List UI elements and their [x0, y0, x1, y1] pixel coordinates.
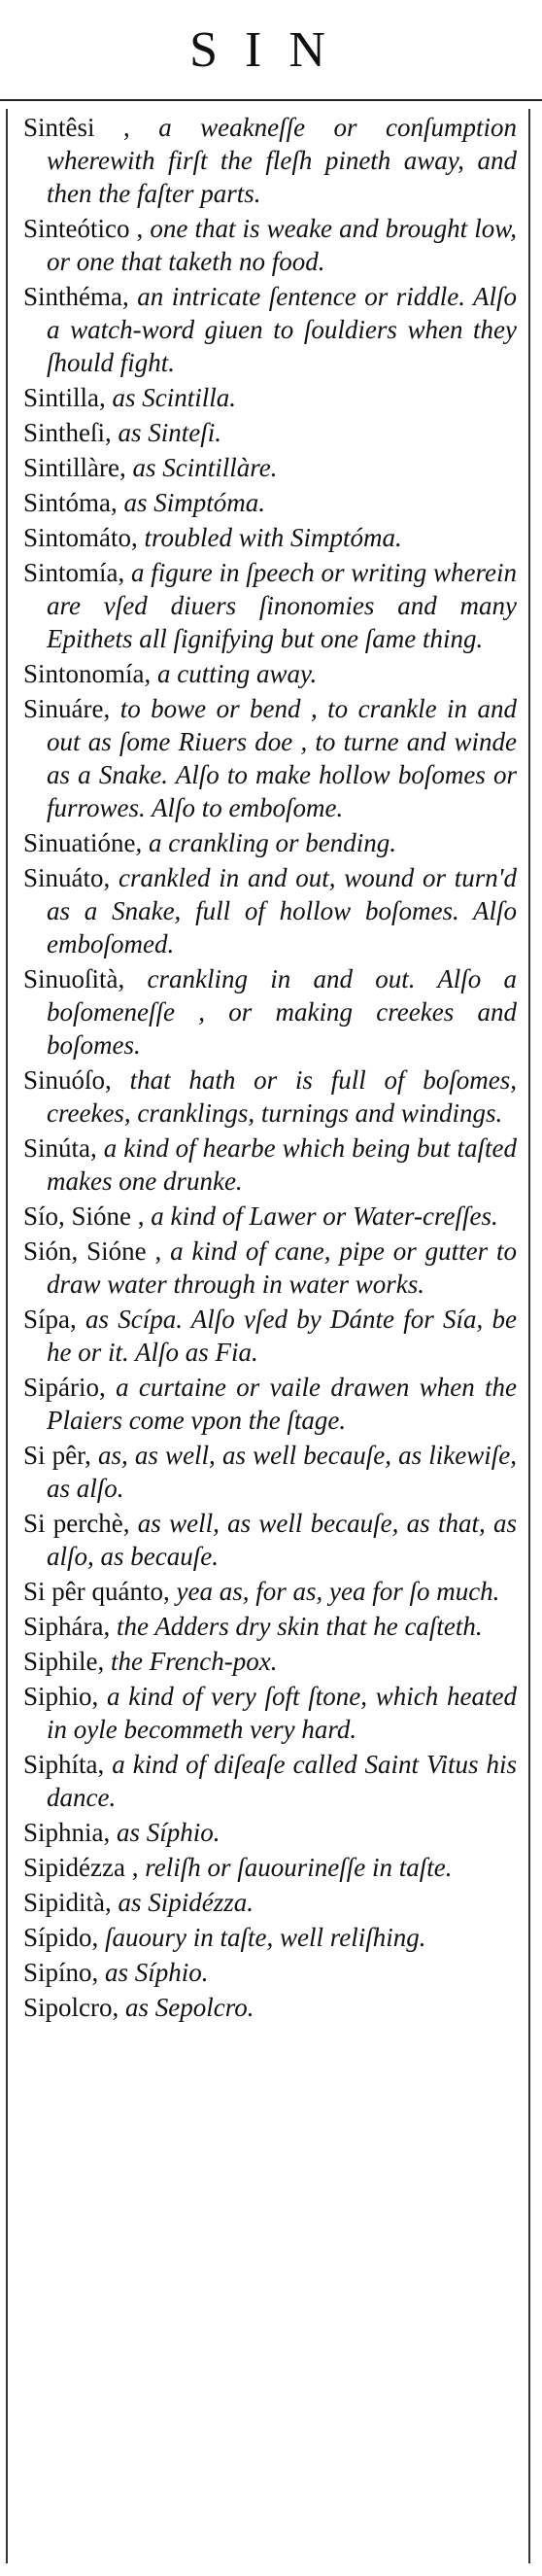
headword: Sinuóſo, — [23, 1065, 112, 1095]
dictionary-entry — [23, 212, 517, 278]
gloss: the Adders dry skin that he caſteth. — [116, 1612, 483, 1641]
dictionary-entry — [23, 1575, 517, 1608]
gloss: crankled in and out, wound or turn'd as a Snake, full of hollow boſomes. Alſo emboſomed. — [47, 863, 518, 958]
dictionary-entry — [23, 861, 517, 960]
gloss: a kind of hearbe which being but taſted makes one drunke. — [47, 1133, 518, 1196]
dictionary-entry — [23, 962, 517, 1062]
dictionary-entry — [23, 826, 517, 859]
gloss: that hath or is full of boſomes, creekes, cranklings, turnings and windings. — [47, 1065, 517, 1128]
dictionary-entry — [23, 1507, 517, 1573]
gloss: as Scintillàre. — [132, 453, 278, 482]
headword: Siphnia, — [23, 1818, 111, 1847]
headword: Sinuáre, — [23, 694, 111, 723]
dictionary-entry — [23, 1439, 517, 1505]
headword: Sinteótico , — [23, 214, 144, 243]
dictionary-entry — [23, 1680, 517, 1746]
gloss: one that is weake and brought low, or one that taketh no food. — [47, 214, 517, 276]
dictionary-entry — [23, 1921, 517, 1954]
headword: Sinuáto, — [23, 863, 111, 892]
gloss: to bowe or bend , to crankle in and out as ſome Riuers doe , to turne and winde as a Snake. Alſo to make hollow boſomes or furrowes. Alſo to emboſome. — [47, 694, 517, 822]
dictionary-entry — [23, 416, 517, 449]
gloss: as, as well, as well becauſe, as likewiſe, as alſo. — [47, 1441, 517, 1503]
gloss: crankling in and out. Alſo a boſomeneſſe , or making creekes and boſomes. — [47, 964, 517, 1060]
headword: Sintomáto, — [23, 523, 138, 552]
gloss: a curtaine or vaile drawen when the Plaiers come vpon the ſtage. — [47, 1373, 518, 1435]
headword: Si pêr, — [23, 1441, 91, 1470]
dictionary-entry — [23, 1816, 517, 1849]
dictionary-entry — [23, 1371, 517, 1437]
dictionary-entry — [23, 451, 517, 484]
dictionary-entry — [23, 486, 517, 519]
headword: Sintilla, — [23, 383, 106, 412]
headword: Sipário, — [23, 1373, 106, 1402]
dictionary-entry — [23, 657, 517, 690]
headword: Sío, Sióne , — [23, 1201, 145, 1231]
headword: Sipidézza , — [23, 1853, 139, 1882]
dictionary-entry — [23, 521, 517, 554]
gloss: an intricate ſentence or riddle. Alſo a watch-word giuen to ſouldiers when they ſhould fight. — [47, 282, 517, 377]
gloss: a kind of cane, pipe or gutter to draw water through in water works. — [47, 1236, 518, 1299]
gloss: a crankling or bending. — [149, 828, 396, 857]
gloss: as Sepolcro. — [125, 1993, 254, 2022]
running-head: SIN — [189, 22, 353, 78]
headword: Sintóma, — [23, 488, 118, 517]
headword: Sintêsi , — [23, 113, 130, 142]
dictionary-entry — [23, 1991, 517, 2024]
headword: Siphio, — [23, 1682, 99, 1711]
dictionary-entry — [23, 280, 517, 379]
headword: Siphile, — [23, 1647, 105, 1676]
dictionary-entry — [23, 111, 517, 210]
headword: Si perchè, — [23, 1509, 130, 1538]
gloss: troubled with Simptóma. — [144, 523, 402, 552]
gloss: as Simptóma. — [123, 488, 266, 517]
dictionary-entry — [23, 1748, 517, 1814]
headword: Sintheſi, — [23, 418, 112, 447]
headword: Sinuatióne, — [23, 828, 143, 857]
gloss: as Síphio. — [117, 1818, 220, 1847]
headword: Sipidità, — [23, 1888, 112, 1917]
dictionary-entry — [23, 1956, 517, 1989]
headword: Sintillàre, — [23, 453, 126, 482]
gloss: as Sinteſi. — [118, 418, 222, 447]
dictionary-entry — [23, 556, 517, 655]
headword: Sinthéma, — [23, 282, 129, 311]
headword: Siphíta, — [23, 1750, 105, 1779]
dictionary-entry — [23, 1200, 517, 1233]
gloss: a kind of very ſoft ſtone, which heated in oyle becommeth very hard. — [47, 1682, 518, 1744]
gloss: as Síphio. — [105, 1958, 209, 1987]
dictionary-entry — [23, 1851, 517, 1884]
headword: Sinúta, — [23, 1133, 97, 1163]
gloss: as Scípa. Alſo vſed by Dánte for Sía, be he or it. Alſo as Fia. — [47, 1305, 518, 1367]
gloss: a figure in ſpeech or writing wherein are vſed diuers ſinonomies and many Epithets all ſignifying but one ſame thing. — [47, 558, 518, 653]
headword: Sípido, — [23, 1923, 99, 1952]
dictionary-entry — [23, 1610, 517, 1643]
headword: Sipolcro, — [23, 1993, 119, 2022]
dictionary-entry — [23, 381, 517, 414]
headword: Sintomía, — [23, 558, 125, 587]
gloss: yea as, for as, yea for ſo much. — [176, 1577, 500, 1606]
gloss: a cutting away. — [157, 659, 318, 688]
headword: Sipíno, — [23, 1958, 99, 1987]
gloss: a kind of diſeaſe called Saint Vitus his dance. — [47, 1750, 517, 1812]
dictionary-entry — [23, 1645, 517, 1678]
dictionary-entry — [23, 692, 517, 824]
gloss: a kind of Lawer or Water-creſſes. — [151, 1201, 498, 1231]
gloss: a weakneſſe or conſumption wherewith firſt the fleſh pineth away, and then the faſter parts. — [47, 113, 517, 208]
dictionary-entry — [23, 1131, 517, 1198]
gloss: as Sipidézza. — [118, 1888, 254, 1917]
gloss: ſauoury in taſte, well reliſhing. — [105, 1923, 426, 1952]
gloss: as well, as well becauſe, as that, as alſo, as becauſe. — [47, 1509, 518, 1571]
dictionary-entry — [23, 1063, 517, 1130]
gloss: as Scintilla. — [112, 383, 237, 412]
headword: Sípa, — [23, 1305, 77, 1334]
entry-list — [23, 111, 517, 2026]
dictionary-entry — [23, 1303, 517, 1369]
headword: Si pêr quánto, — [23, 1577, 170, 1606]
headword: Sintonomía, — [23, 659, 152, 688]
headword: Sión, Sióne , — [23, 1236, 162, 1266]
gloss: the French-pox. — [111, 1647, 278, 1676]
headword: Sinuoſità, — [23, 964, 125, 993]
dictionary-entry — [23, 1886, 517, 1919]
dictionary-entry — [23, 1235, 517, 1301]
headword: Siphára, — [23, 1612, 111, 1641]
gloss: reliſh or ſauourineſſe in taſte. — [145, 1853, 453, 1882]
page-header — [0, 0, 542, 101]
